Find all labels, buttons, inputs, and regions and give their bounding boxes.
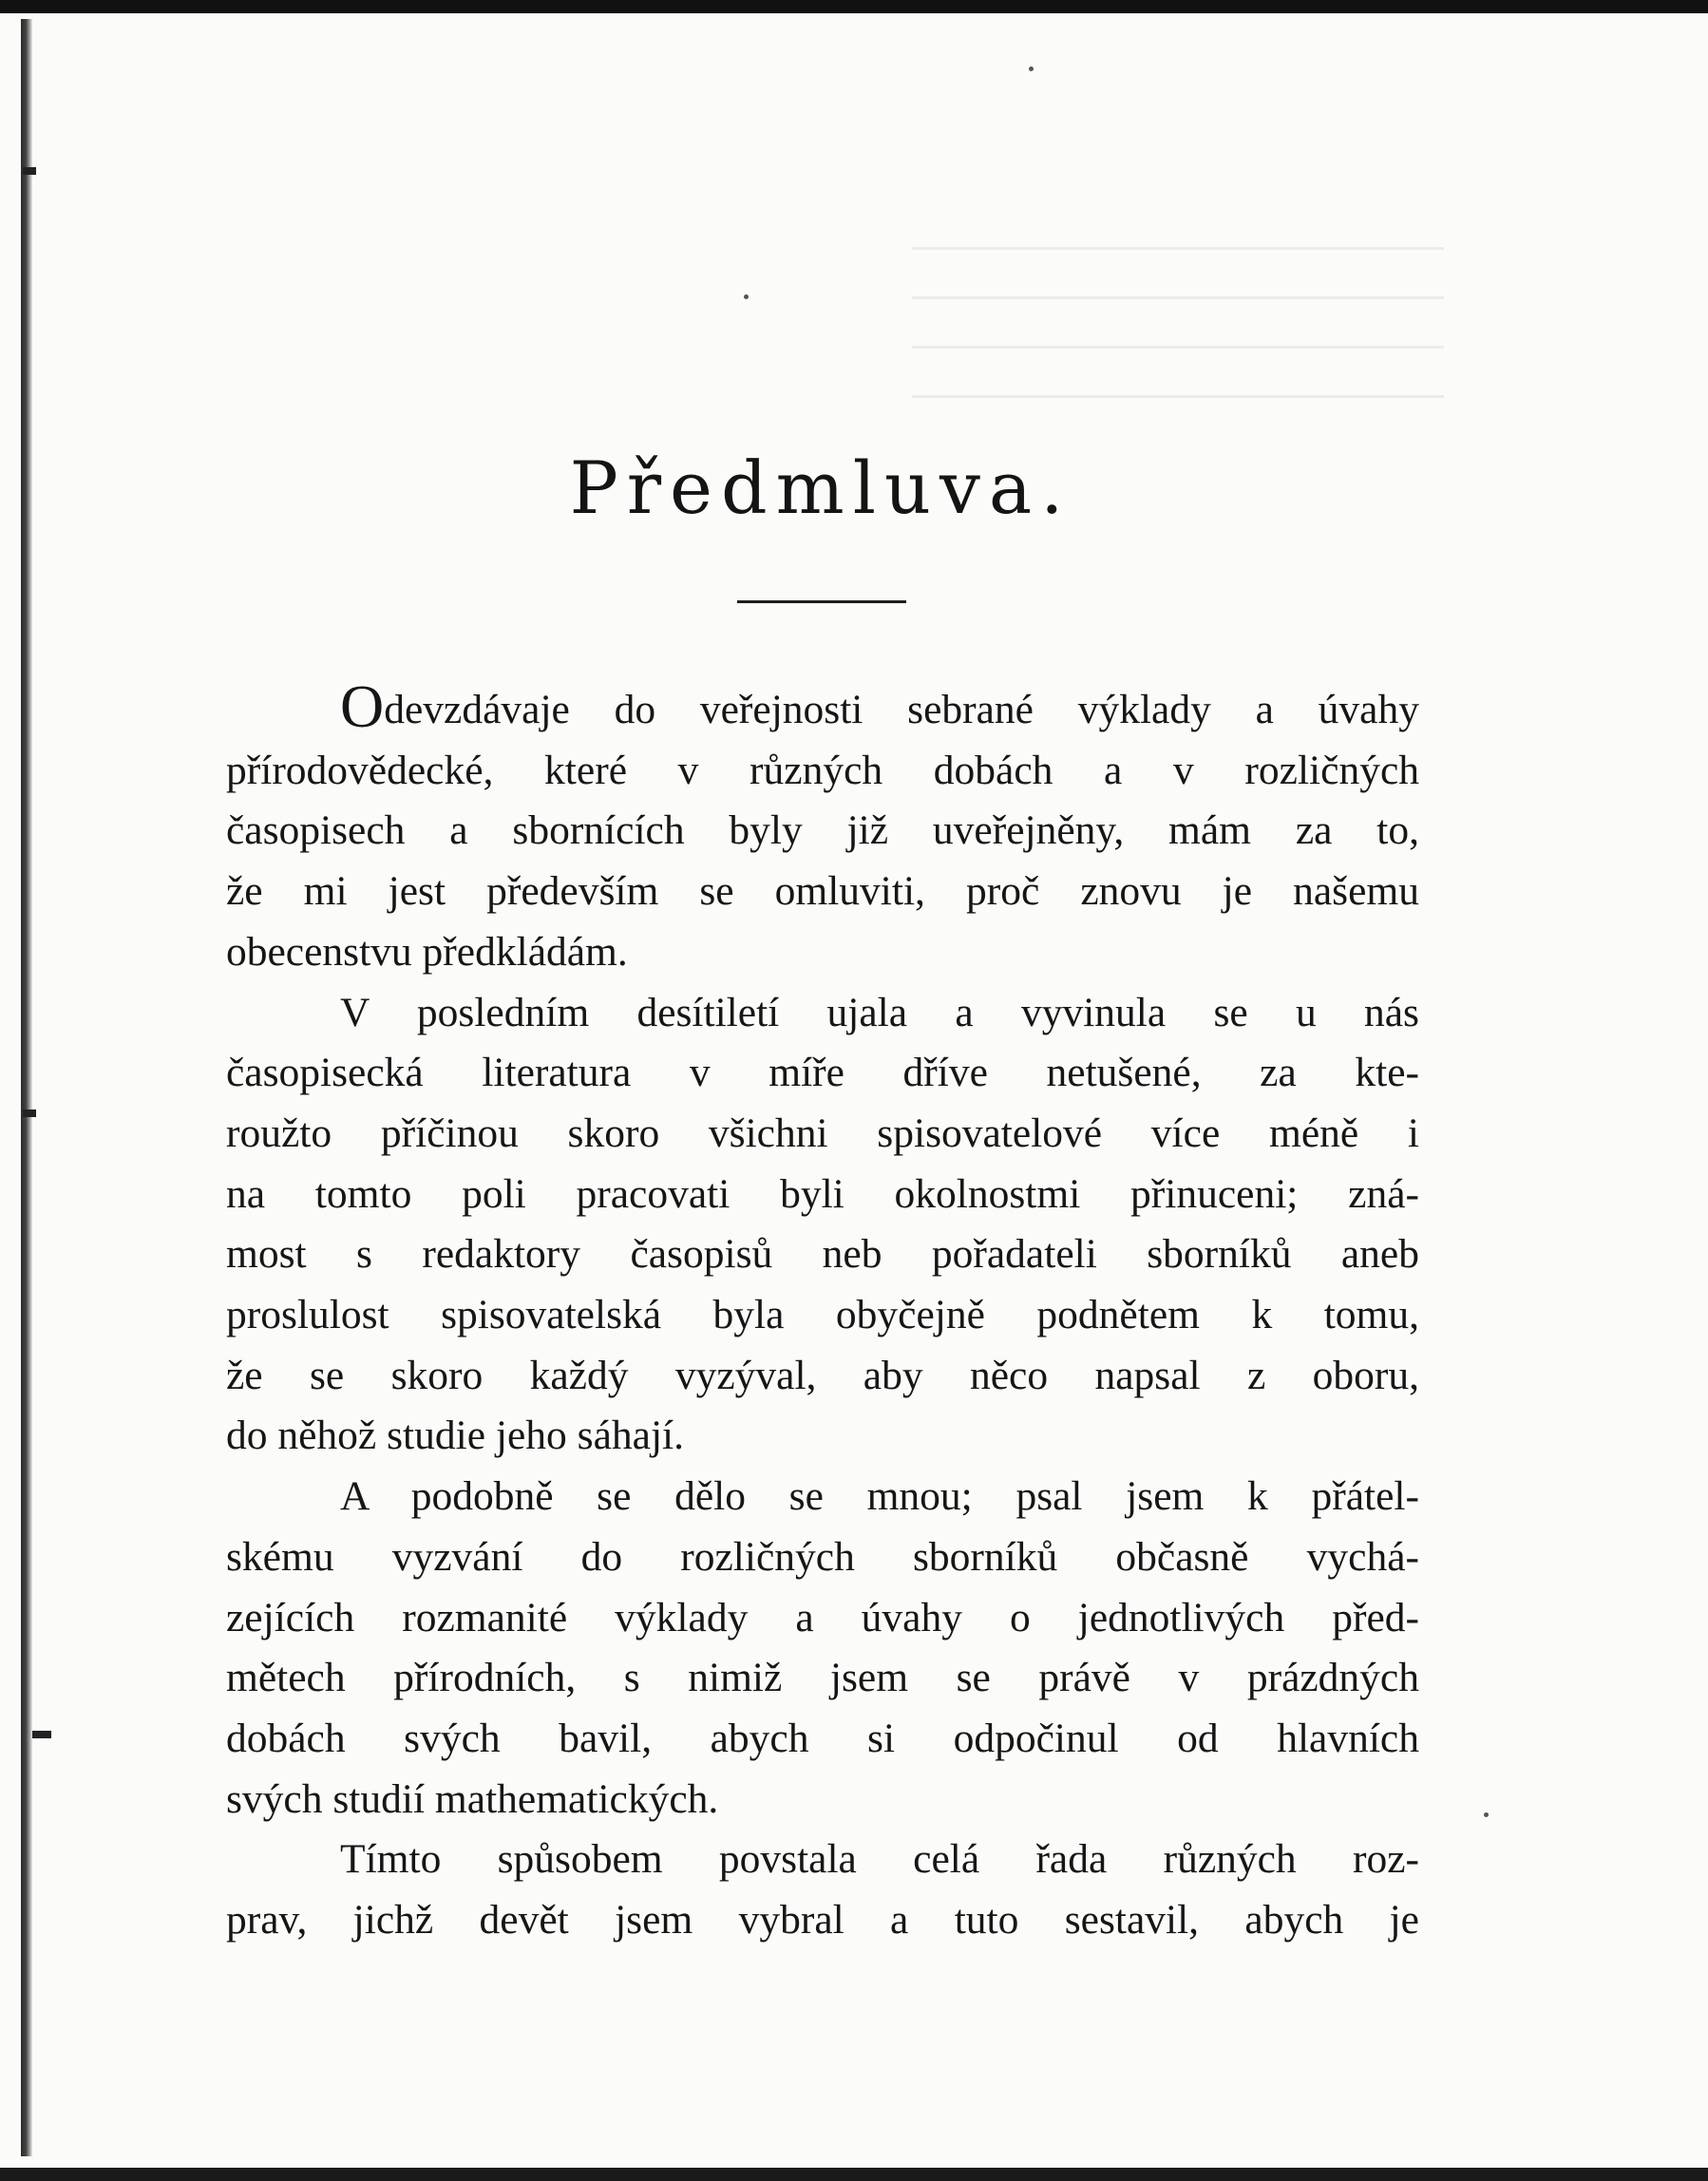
preface-text	[226, 673, 1419, 1951]
show-through-text	[912, 247, 1444, 437]
text-line: prav, jichž devět jsem vybral a tuto sestavil, abych je	[226, 1897, 1419, 1944]
text-line: dobách svých bavil, abych si odpočinul od hlavních	[226, 1715, 1419, 1761]
paragraph-2	[226, 983, 1419, 1468]
scan-edge-bottom	[0, 2168, 1708, 2181]
text-line: časopisecká literatura v míře dříve netušené, za kte-	[226, 1050, 1419, 1096]
stray-dot	[1484, 1812, 1489, 1817]
text-line: Odevzdávaje do veřejnosti sebrané výklady a úvahy	[340, 673, 1419, 740]
text-line: A podobně se dělo se mnou; psal jsem k přátel-	[340, 1473, 1419, 1520]
text-line: že mi jest především se omluviti, proč znovu je našemu	[226, 868, 1419, 915]
text-line: Tímto spůsobem povstala celá řada různých roz-	[340, 1836, 1419, 1883]
stray-dot	[1029, 66, 1034, 71]
text-line: na tomto poli pracovati byli okolnostmi přinuceni; zná-	[226, 1170, 1419, 1217]
text-line: skému vyzvání do rozličných sborníků občasně vychá-	[226, 1533, 1419, 1580]
binding-mark	[32, 1731, 51, 1738]
text-line: do něhož studie jeho sáhají.	[226, 1413, 685, 1459]
text-line: zejících rozmanité výklady a úvahy o jednotlivých před-	[226, 1594, 1419, 1640]
text-line: přírodovědecké, které v různých dobách a v rozličných	[226, 747, 1419, 793]
text-line: V posledním desítiletí ujala a vyvinula se u nás	[340, 989, 1419, 1035]
binding-mark	[23, 1109, 36, 1117]
text-line: že se skoro každý vyzýval, aby něco napsal z oboru,	[226, 1352, 1419, 1398]
paragraph-4	[226, 1830, 1419, 1950]
text-line: mětech přírodních, s nimiž jsem se právě v prázdných	[226, 1655, 1419, 1701]
initial-letter: O	[340, 673, 385, 740]
text-line: roužto příčinou skoro všichni spisovatelové více méně i	[226, 1109, 1419, 1156]
text-line: proslulost spisovatelská byla obyčejně podnětem k tomu,	[226, 1292, 1419, 1338]
text-line: svých studií mathematických.	[226, 1775, 719, 1822]
title-divider	[737, 600, 906, 603]
stray-dot	[744, 294, 749, 299]
text-line: obecenstvu předkládám.	[226, 928, 628, 975]
paragraph-1	[226, 673, 1419, 983]
binding-mark	[23, 167, 36, 175]
text-line: most s redaktory časopisů neb pořadateli sborníků aneb	[226, 1231, 1419, 1278]
text-line: časopisech a sbornících byly již uveřejněny, mám za to,	[226, 807, 1419, 854]
scan-edge-top	[0, 0, 1708, 13]
book-binding-edge	[21, 19, 32, 2156]
page-title: Předmluva.	[569, 446, 1072, 530]
paragraph-3	[226, 1467, 1419, 1830]
